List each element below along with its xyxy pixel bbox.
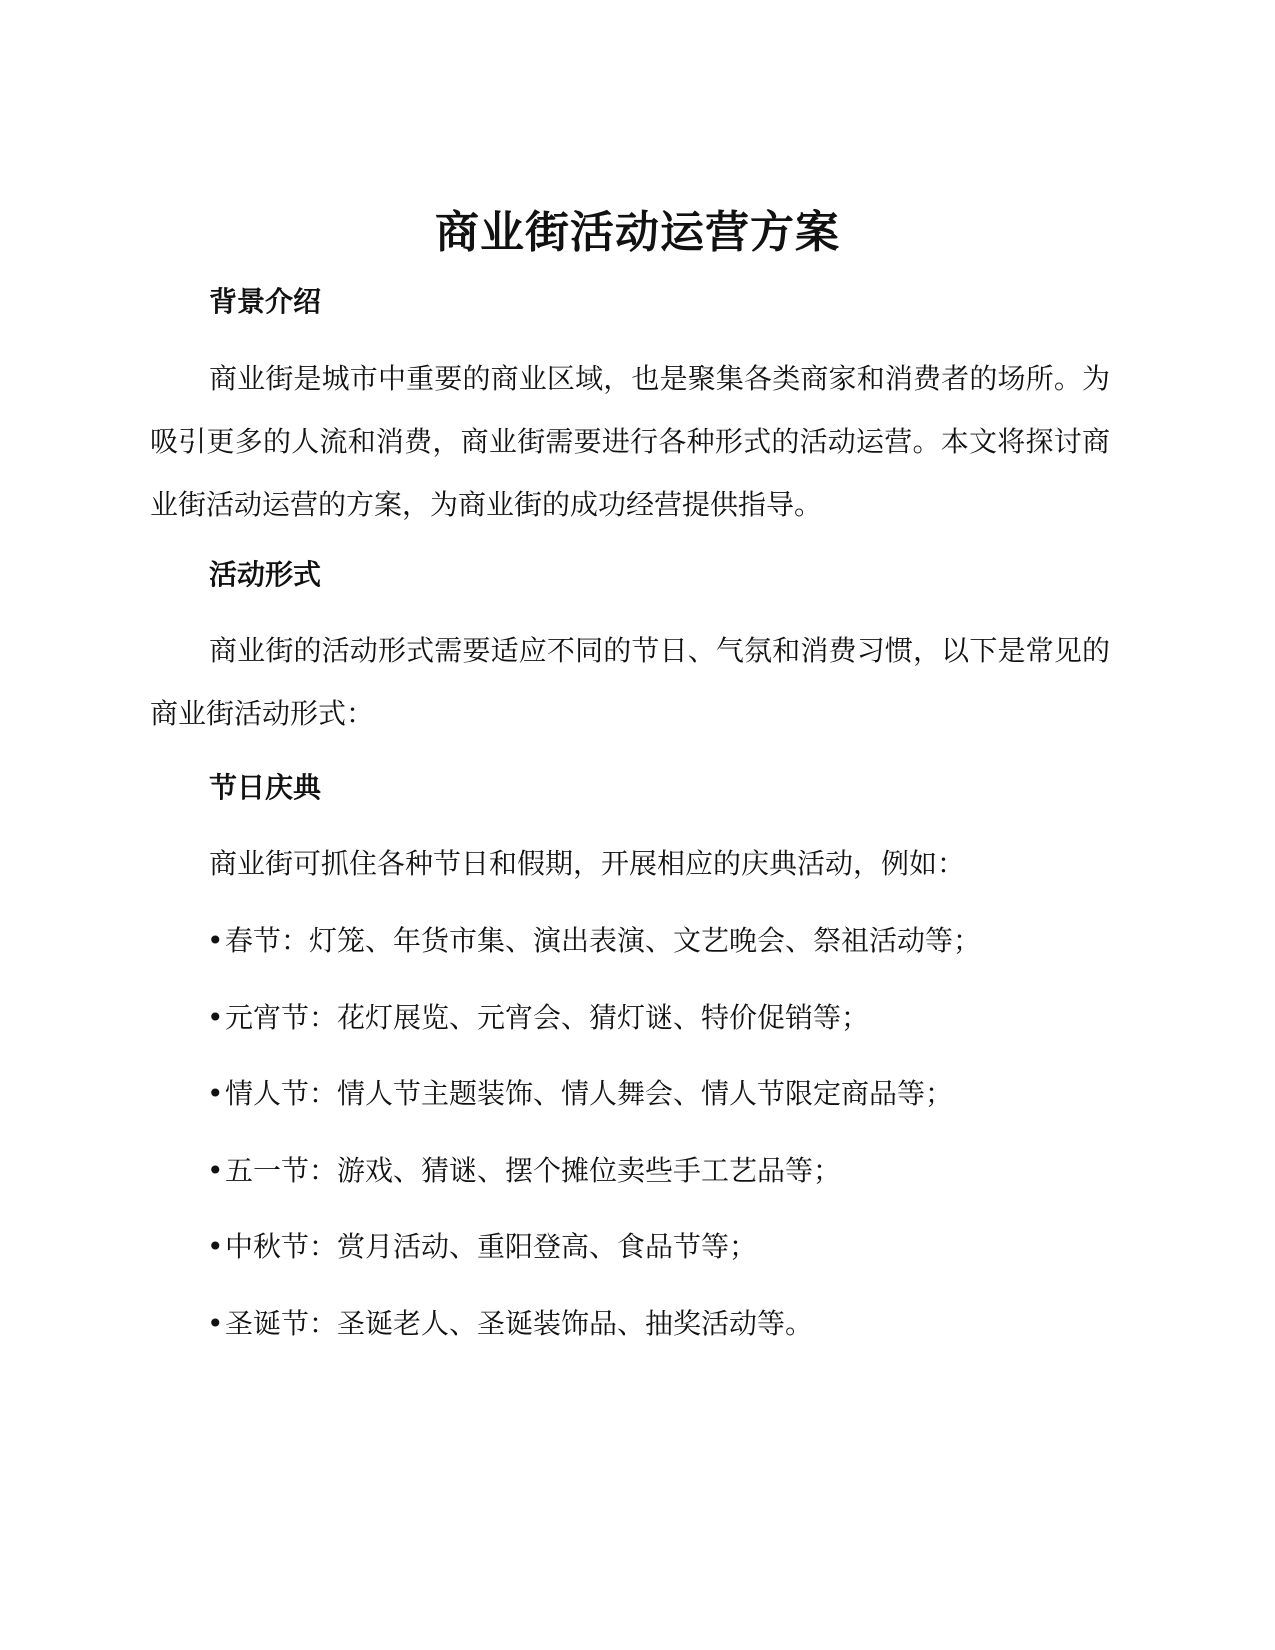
bullet-icon: • (207, 1230, 224, 1263)
paragraph-background: 商业街是城市中重要的商业区域，也是聚集各类商家和消费者的场所。为吸引更多的人流和消费，商业街需要进行各种形式的活动运营。本文将探讨商业街活动运营的方案，为商业街的成功经营提供指导。 (150, 362, 1110, 521)
bullet-icon: • (207, 1001, 224, 1034)
heading-festivals: 节日庆典 (209, 771, 322, 804)
bullet-icon: • (207, 924, 224, 957)
list-item (207, 1000, 869, 1036)
document-title: 商业街活动运营方案 (435, 207, 840, 258)
list-item-text: 圣诞节：圣诞老人、圣诞装饰品、抽奖活动等。 (225, 1307, 814, 1340)
list-item-text: 元宵节：花灯展览、元宵会、猜灯谜、特价促销等； (225, 1001, 870, 1034)
list-item-text: 春节：灯笼、年货市集、演出表演、文艺晚会、祭祖活动等； (225, 924, 982, 957)
list-item-text: 中秋节：赏月活动、重阳登高、食品节等； (225, 1230, 758, 1263)
list-item (207, 1229, 757, 1265)
heading-activity-forms: 活动形式 (209, 558, 322, 591)
list-item-text: 五一节：游戏、猜谜、摆个摊位卖些手工艺品等； (225, 1154, 842, 1187)
list-item (207, 1306, 813, 1342)
paragraph-festivals-intro: 商业街可抓住各种节日和假期，开展相应的庆典活动，例如： (209, 847, 966, 880)
list-item (207, 1153, 841, 1189)
paragraph-activity-forms: 商业街的活动形式需要适应不同的节日、气氛和消费习惯，以下是常见的商业街活动形式： (150, 634, 1110, 730)
bullet-icon: • (207, 1307, 224, 1340)
bullet-icon: • (207, 1077, 224, 1110)
list-item (207, 923, 981, 959)
list-item-text: 情人节：情人节主题装饰、情人舞会、情人节限定商品等； (225, 1077, 954, 1110)
bullet-icon: • (207, 1154, 224, 1187)
heading-background: 背景介绍 (209, 285, 322, 318)
list-item (207, 1076, 953, 1112)
